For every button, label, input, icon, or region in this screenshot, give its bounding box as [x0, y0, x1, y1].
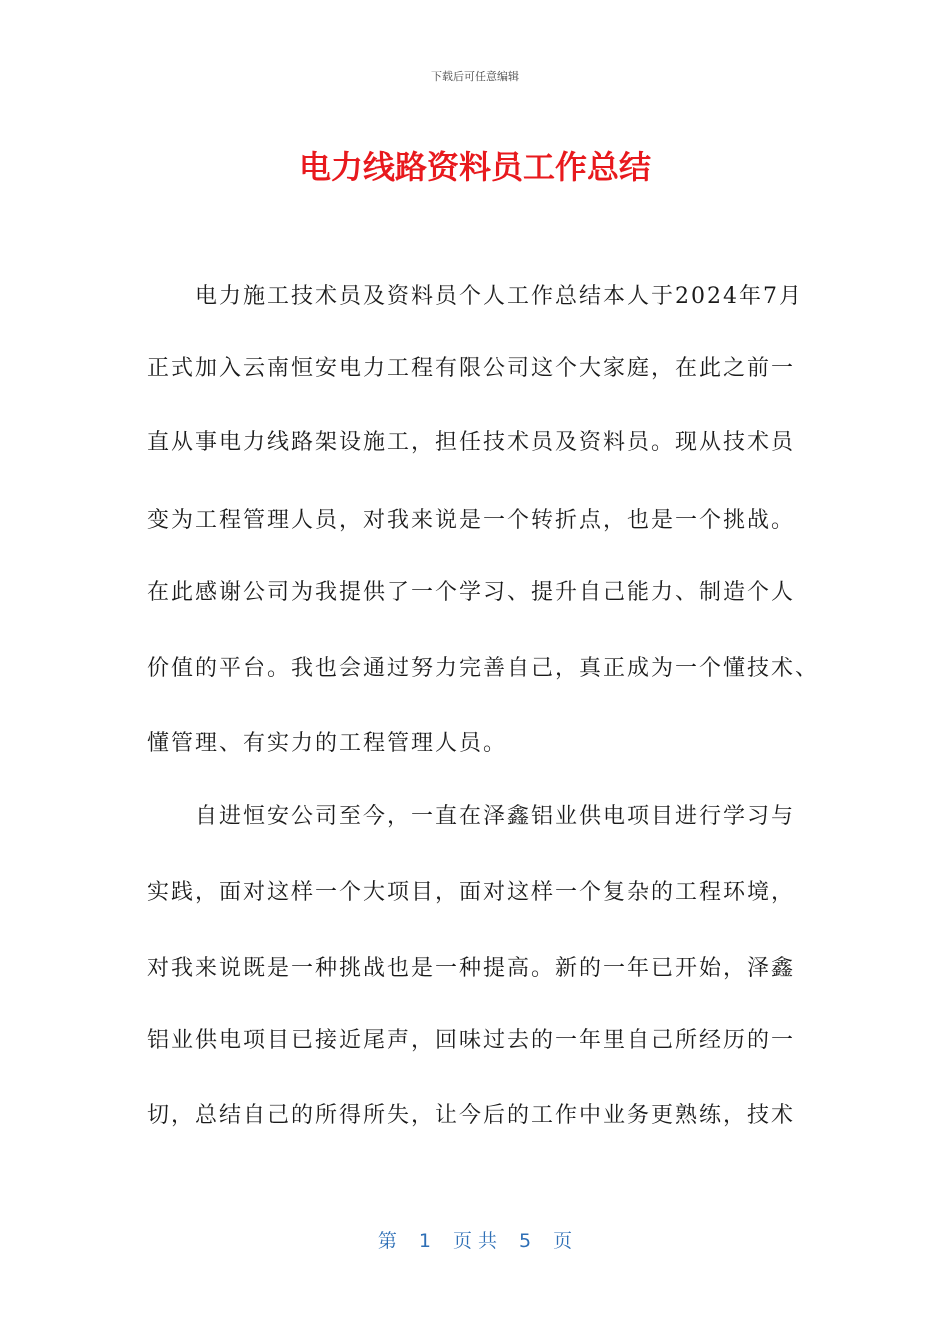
paragraph-2-line-3: 对我来说既是一种挑战也是一种提高。新的一年已开始，泽鑫: [147, 956, 796, 981]
footer-total-pages: 5: [519, 1230, 532, 1252]
paragraph-1-line-7: 懂管理、有实力的工程管理人员。: [147, 731, 508, 756]
footer-current-page: 1: [418, 1230, 431, 1252]
paragraph-2-line-2: 实践，面对这样一个大项目，面对这样一个复杂的工程环境，: [147, 880, 796, 905]
paragraph-2-line-5: 切，总结自己的所得所失，让今后的工作中业务更熟练，技术: [147, 1103, 796, 1128]
paragraph-1-line-3: 直从事电力线路架设施工，担任技术员及资料员。现从技术员: [147, 430, 796, 455]
page-footer: [0, 1226, 950, 1253]
paragraph-1-line-5: 在此感谢公司为我提供了一个学习、提升自己能力、制造个人: [147, 580, 796, 605]
paragraph-1-line-1: 电力施工技术员及资料员个人工作总结本人于2024年7月: [195, 284, 803, 309]
paragraph-1-line-4: 变为工程管理人员，对我来说是一个转折点，也是一个挑战。: [147, 508, 796, 533]
paragraph-1-line-2: 正式加入云南恒安电力工程有限公司这个大家庭，在此之前一: [147, 356, 796, 381]
footer-prefix: 第: [377, 1230, 397, 1252]
paragraph-2-line-4: 铝业供电项目已接近尾声，回味过去的一年里自己所经历的一: [147, 1028, 796, 1053]
paragraph-2-line-1: 自进恒安公司至今，一直在泽鑫铝业供电项目进行学习与: [195, 804, 796, 829]
document-title: 电力线路资料员工作总结: [298, 148, 651, 186]
page-header-note: 下载后可任意编辑: [431, 70, 519, 83]
footer-suffix: 页: [553, 1230, 573, 1252]
footer-middle: 页 共: [452, 1230, 498, 1252]
paragraph-1-line-6: 价值的平台。我也会通过努力完善自己，真正成为一个懂技术、: [147, 656, 820, 681]
